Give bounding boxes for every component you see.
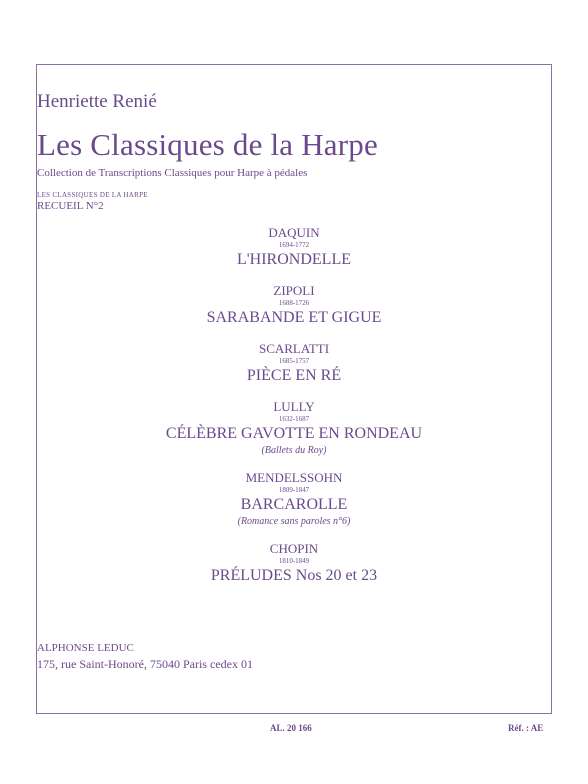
composer-name: MENDELSSOHN (245, 470, 343, 485)
composer-dates: 1810-1849 (278, 557, 310, 565)
volume-label: RECUEIL N°2 (37, 200, 104, 212)
composer-dates: 1632-1687 (278, 415, 310, 423)
composer-dates: 1809-1847 (278, 486, 310, 494)
work-note: (Ballets du Roy) (261, 445, 327, 456)
composer-name: LULLY (273, 399, 315, 414)
publisher-name: ALPHONSE LEDUC (37, 642, 134, 654)
author-name: Henriette Renié (37, 91, 157, 112)
piece-entry (37, 283, 551, 328)
catalog-number: AL. 20 166 (270, 723, 312, 733)
composer-name: DAQUIN (268, 225, 320, 240)
series-label: LES CLASSIQUES DE LA HARPE (37, 191, 148, 199)
work-title: CÉLÈBRE GAVOTTE EN RONDEAU (165, 425, 423, 442)
composer-name: CHOPIN (269, 541, 319, 556)
composer-dates: 1688-1726 (278, 299, 310, 307)
collection-title: Les Classiques de la Harpe (37, 127, 378, 162)
composer-name: SCARLATTI (258, 341, 330, 356)
composer-dates: 1685-1757 (278, 357, 310, 365)
work-title: PIÈCE EN RÉ (246, 367, 342, 384)
piece-entry (37, 541, 551, 586)
cover-frame (36, 64, 552, 714)
publisher-address: 175, rue Saint-Honoré, 75040 Paris cedex 01 (37, 657, 253, 671)
work-title: SARABANDE ET GIGUE (206, 309, 382, 326)
piece-entry (37, 470, 551, 528)
piece-entry (37, 399, 551, 457)
work-title: BARCAROLLE (240, 496, 348, 513)
work-note: (Romance sans paroles n°6) (237, 516, 351, 527)
reference-code: Réf. : AE (508, 723, 544, 733)
composer-name: ZIPOLI (273, 283, 315, 298)
work-title: PRÉLUDES Nos 20 et 23 (210, 567, 378, 584)
work-title: L'HIRONDELLE (237, 251, 351, 268)
collection-subtitle: Collection de Transcriptions Classiques pour Harpe à pédales (37, 167, 308, 179)
piece-entry (37, 225, 551, 270)
composer-dates: 1694-1772 (278, 241, 310, 249)
piece-entry (37, 341, 551, 386)
